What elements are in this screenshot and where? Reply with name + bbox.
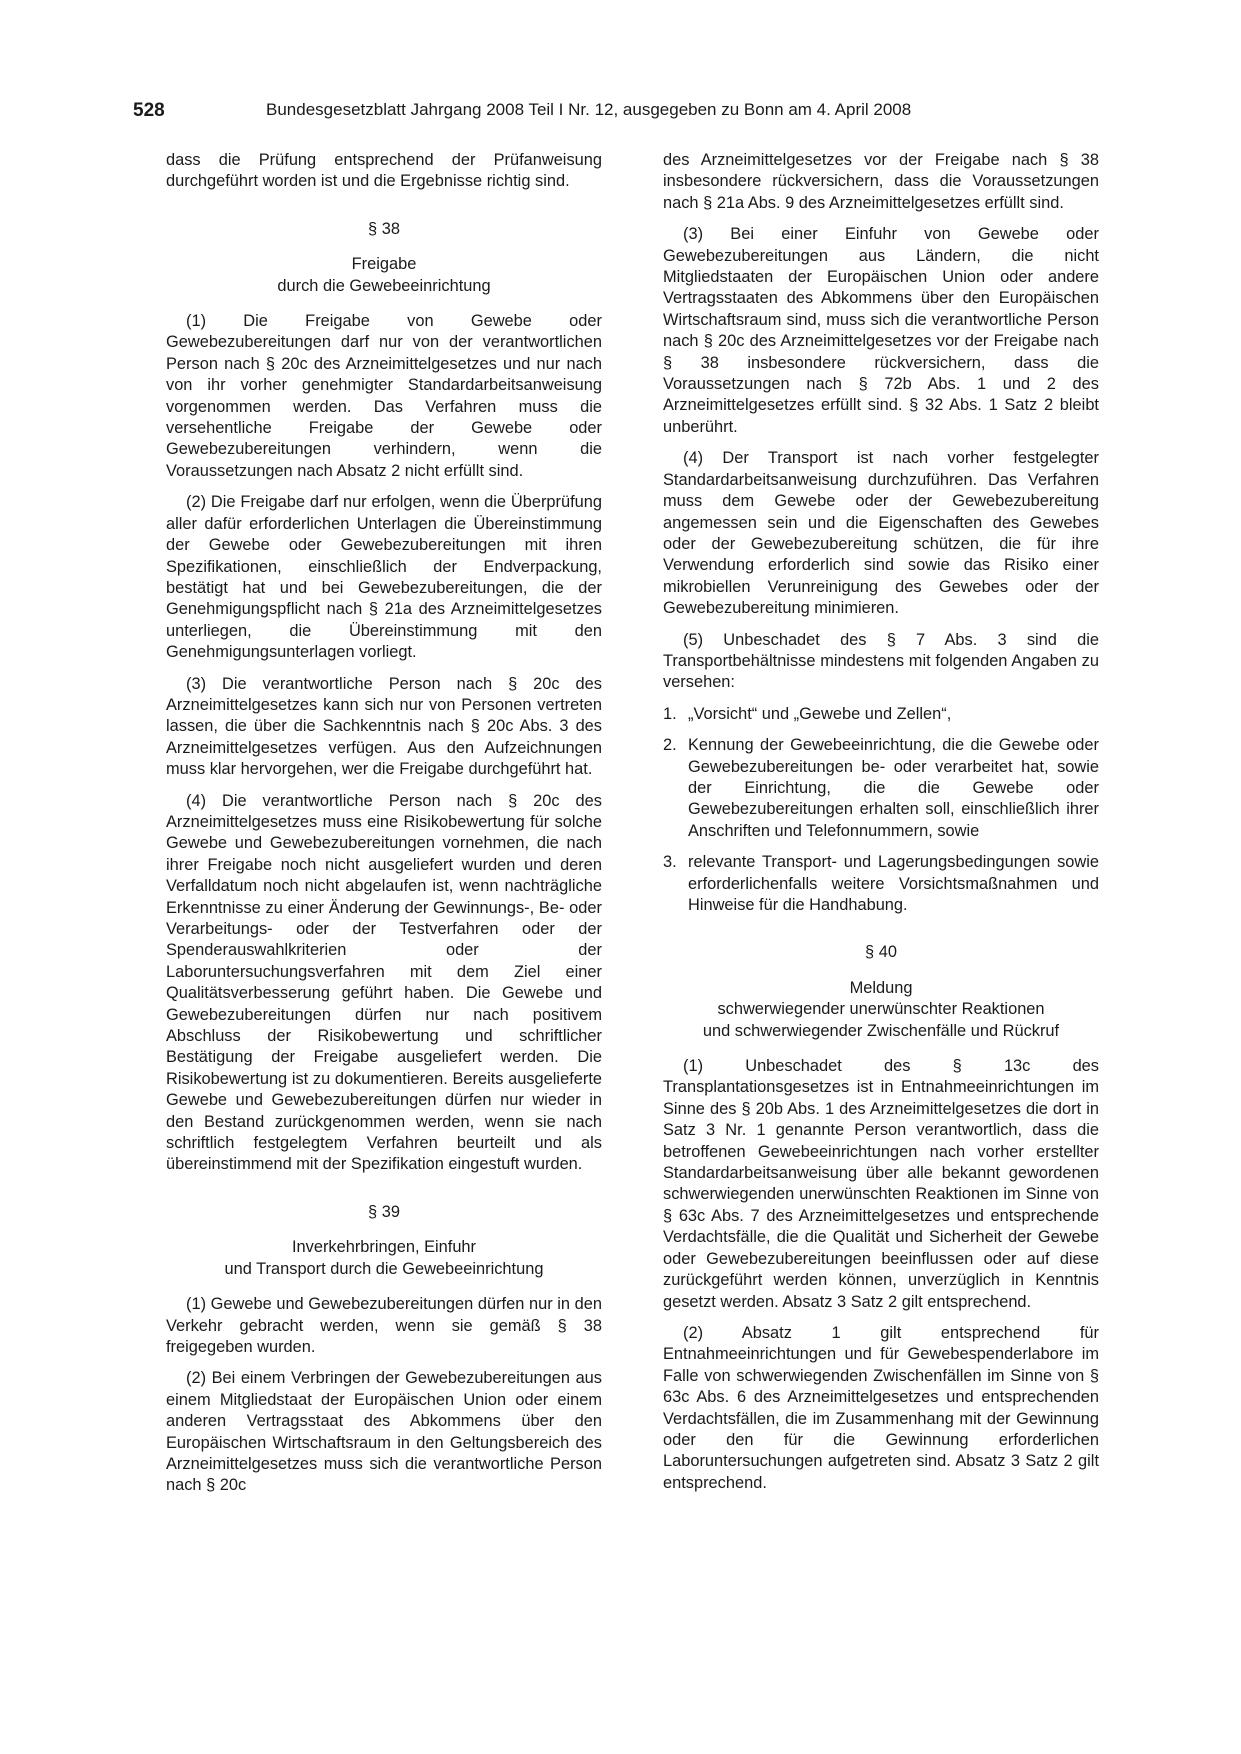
section-number: § 39	[368, 1202, 400, 1221]
paragraph: des Arzneimittelgesetzes vor der Freigabe nach § 38 insbesondere rückversichern, dass die Voraussetzungen nach § 21a Abs. 9 des Arzneimittelgesetzes erfüllt sind.	[663, 151, 1099, 212]
paragraph: (2) Bei einem Verbringen der Gewebezubereitungen aus einem Mitgliedstaat der Europäischen Union oder einem anderen Vertragsstaat des Abkommens über den Europäischen Wirtschaftsraum in den Geltungsbereich des Arzneimittelgesetzes muss sich die verantwortliche Person nach § 20c	[166, 1369, 602, 1495]
section-title: Meldung	[849, 978, 913, 997]
paragraph: dass die Prüfung entsprechend der Prüfanweisung durchgeführt worden ist und die Ergebnisse richtig sind.	[166, 151, 602, 191]
page-header	[133, 100, 1109, 128]
section-heading-38	[166, 219, 602, 297]
list-item	[663, 704, 1099, 725]
paragraph: (5) Unbeschadet des § 7 Abs. 3 sind die Transportbehältnisse mindestens mit folgenden Angaben zu versehen:	[663, 630, 1099, 692]
list-item	[663, 735, 1099, 842]
list-marker: 3.	[663, 853, 677, 872]
list-item-text: Kennung der Gewebeeinrichtung, die die Gewebe oder Gewebezubereitungen be- oder verarbeitet hat, sowie der Einrichtung, die die Gewebe oder Gewebezubereitungen erhalten soll, einschließlich ihrer Anschriften und Telefonnummern, sowie	[688, 736, 1099, 840]
publication-header: Bundesgesetzblatt Jahrgang 2008 Teil I Nr. 12, ausgegeben zu Bonn am 4. April 2008	[266, 100, 912, 119]
paragraph: (2) Die Freigabe darf nur erfolgen, wenn die Überprüfung aller dafür erforderlichen Unterlagen die Übereinstimmung der Gewebe oder Gewebezubereitungen mit ihren Spezifikationen, einschließlich der Endverpackung, bestätigt hat und bei Gewebezubereitungen, die der Genehmigungspflicht nach § 21a des Arzneimittelgesetzes unterliegen, die Übereinstimmung mit den Genehmigungsunterlagen vorliegt.	[166, 493, 602, 662]
section-title: Freigabe	[351, 255, 417, 274]
list-item	[663, 852, 1099, 916]
section-title: und schwerwiegender Zwischenfälle und Rückruf	[702, 1021, 1060, 1040]
section-title: schwerwiegender unerwünschter Reaktionen	[717, 1000, 1045, 1019]
numbered-list	[663, 704, 1099, 917]
paragraph: (4) Die verantwortliche Person nach § 20c des Arzneimittelgesetzes muss eine Risikobewertung für solche Gewebe und Gewebezubereitungen vornehmen, die nach ihrer Freigabe noch nicht ausgeliefert wurden und deren Verfalldatum noch nicht abgelaufen ist, wenn nachträgliche Erkenntnisse zu einer Änderung der Gewinnungs-, Be- oder Verarbeitungs- oder der Testverfahren oder der Spenderauswahlkriterien oder der Laboruntersuchungsverfahren mit dem Ziel einer Qualitätsverbesserung geführt haben. Die Gewebe und Gewebezubereitungen dürfen nur nach positivem Abschluss der Risikobewertung und schriftlicher Bestätigung der Freigabe ausgeliefert werden. Die Risikobewertung ist zu dokumentieren. Bereits ausgelieferte Gewebe und Gewebezubereitungen dürfen nur wieder in den Bestand zurückgenommen werden, wenn sie nach schriftlich festgelegtem Verfahren beurteilt und als übereinstimmend mit der Spezifikation eingestuft wurden.	[166, 791, 602, 1174]
list-marker: 1.	[663, 704, 677, 723]
list-item-text: „Vorsicht“ und „Gewebe und Zellen“,	[688, 704, 952, 723]
section-number: § 40	[865, 943, 897, 962]
section-heading-39	[166, 1202, 602, 1280]
section-title: Inverkehrbringen, Einfuhr	[291, 1238, 477, 1257]
paragraph: (1) Unbeschadet des § 13c des Transplantationsgesetzes ist in Entnahmeeinrichtungen im Sinne des § 20b Abs. 1 des Arzneimittelgesetzes die dort in Satz 3 Nr. 1 genannte Person verantwortlich, dass die betroffenen Gewebeeinrichtungen nach vorher erstellter Standardarbeitsanweisung über alle bekannt gewordenen schwerwiegenden unerwünschten Reaktionen im Sinne von § 63c Abs. 7 des Arzneimittelgesetzes und entsprechende Verdachtsfälle, die die Qualität und Sicherheit der Gewebe oder Gewebezubereitungen beeinflussen oder auf diese zurückgeführt werden können, unverzüglich in Kenntnis gesetzt werden. Absatz 3 Satz 2 gilt entsprechend.	[663, 1057, 1099, 1311]
paragraph: (4) Der Transport ist nach vorher festgelegter Standardarbeitsanweisung durchzuführen. Das Verfahren muss dem Gewebe oder der Gewebezubereitung angemessen sein und die Eigenschaften des Gewebes oder der Gewebezubereitung schützen, die für ihre Verwendung erforderlich sind sowie das Risiko einer mikrobiellen Verunreinigung des Gewebes oder der Gewebezubereitung minimieren.	[663, 449, 1099, 618]
page-number: 528	[133, 100, 165, 121]
section-number: § 38	[368, 219, 400, 238]
list-item-text: relevante Transport- und Lagerungsbedingungen sowie erforderlichenfalls weitere Vorsichtsmaßnahmen und Hinweise für die Handhabung.	[688, 853, 1099, 914]
right-column	[663, 150, 1099, 1504]
list-marker: 2.	[663, 736, 677, 755]
paragraph: (1) Die Freigabe von Gewebe oder Gewebezubereitungen darf nur von der verantwortlichen Person nach § 20c des Arzneimittelgesetzes und nur nach von ihr vorher genehmigter Standardarbeitsanweisung vorgenommen werden. Das Verfahren muss die versehentliche Freigabe der Gewebe oder Gewebezubereitungen verhindern, wenn die Voraussetzungen nach Absatz 2 nicht erfüllt sind.	[166, 312, 602, 480]
section-heading-40	[663, 942, 1099, 1042]
section-title: durch die Gewebeeinrichtung	[277, 276, 491, 295]
paragraph: (2) Absatz 1 gilt entsprechend für Entnahmeeinrichtungen und für Gewebespenderlabore im Falle von schwerwiegenden Zwischenfällen im Sinne von § 63c Abs. 6 des Arzneimittelgesetzes und entsprechenden Verdachtsfällen, die im Zusammenhang mit der Gewinnung oder den für die Gewinnung erforderlichen Laboruntersuchungen aufgetreten sind. Absatz 3 Satz 2 gilt entsprechend.	[663, 1323, 1099, 1492]
paragraph: (3) Die verantwortliche Person nach § 20c des Arzneimittelgesetzes kann sich nur von Personen vertreten lassen, die über die Sachkenntnis nach § 20c Abs. 3 des Arzneimittelgesetzes verfügen. Aus den Aufzeichnungen muss klar hervorgehen, wer die Freigabe durchgeführt hat.	[166, 674, 602, 779]
paragraph: (1) Gewebe und Gewebezubereitungen dürfen nur in den Verkehr gebracht werden, wenn sie gemäß § 38 freigegeben wurden.	[166, 1295, 602, 1356]
left-column	[166, 150, 602, 1507]
section-title: und Transport durch die Gewebeeinrichtung	[224, 1259, 544, 1278]
paragraph: (3) Bei einer Einfuhr von Gewebe oder Gewebezubereitungen aus Ländern, die nicht Mitgliedstaaten der Europäischen Union oder andere Vertragsstaaten des Abkommens über den Europäischen Wirtschaftsraum sind, muss sich die verantwortliche Person nach § 20c des Arzneimittelgesetzes vor der Freigabe nach § 38 insbesondere rückversichern, dass die Voraussetzungen nach § 72b Abs. 1 und 2 des Arzneimittelgesetzes erfüllt sind. § 32 Abs. 1 Satz 2 bleibt unberührt.	[663, 225, 1099, 436]
